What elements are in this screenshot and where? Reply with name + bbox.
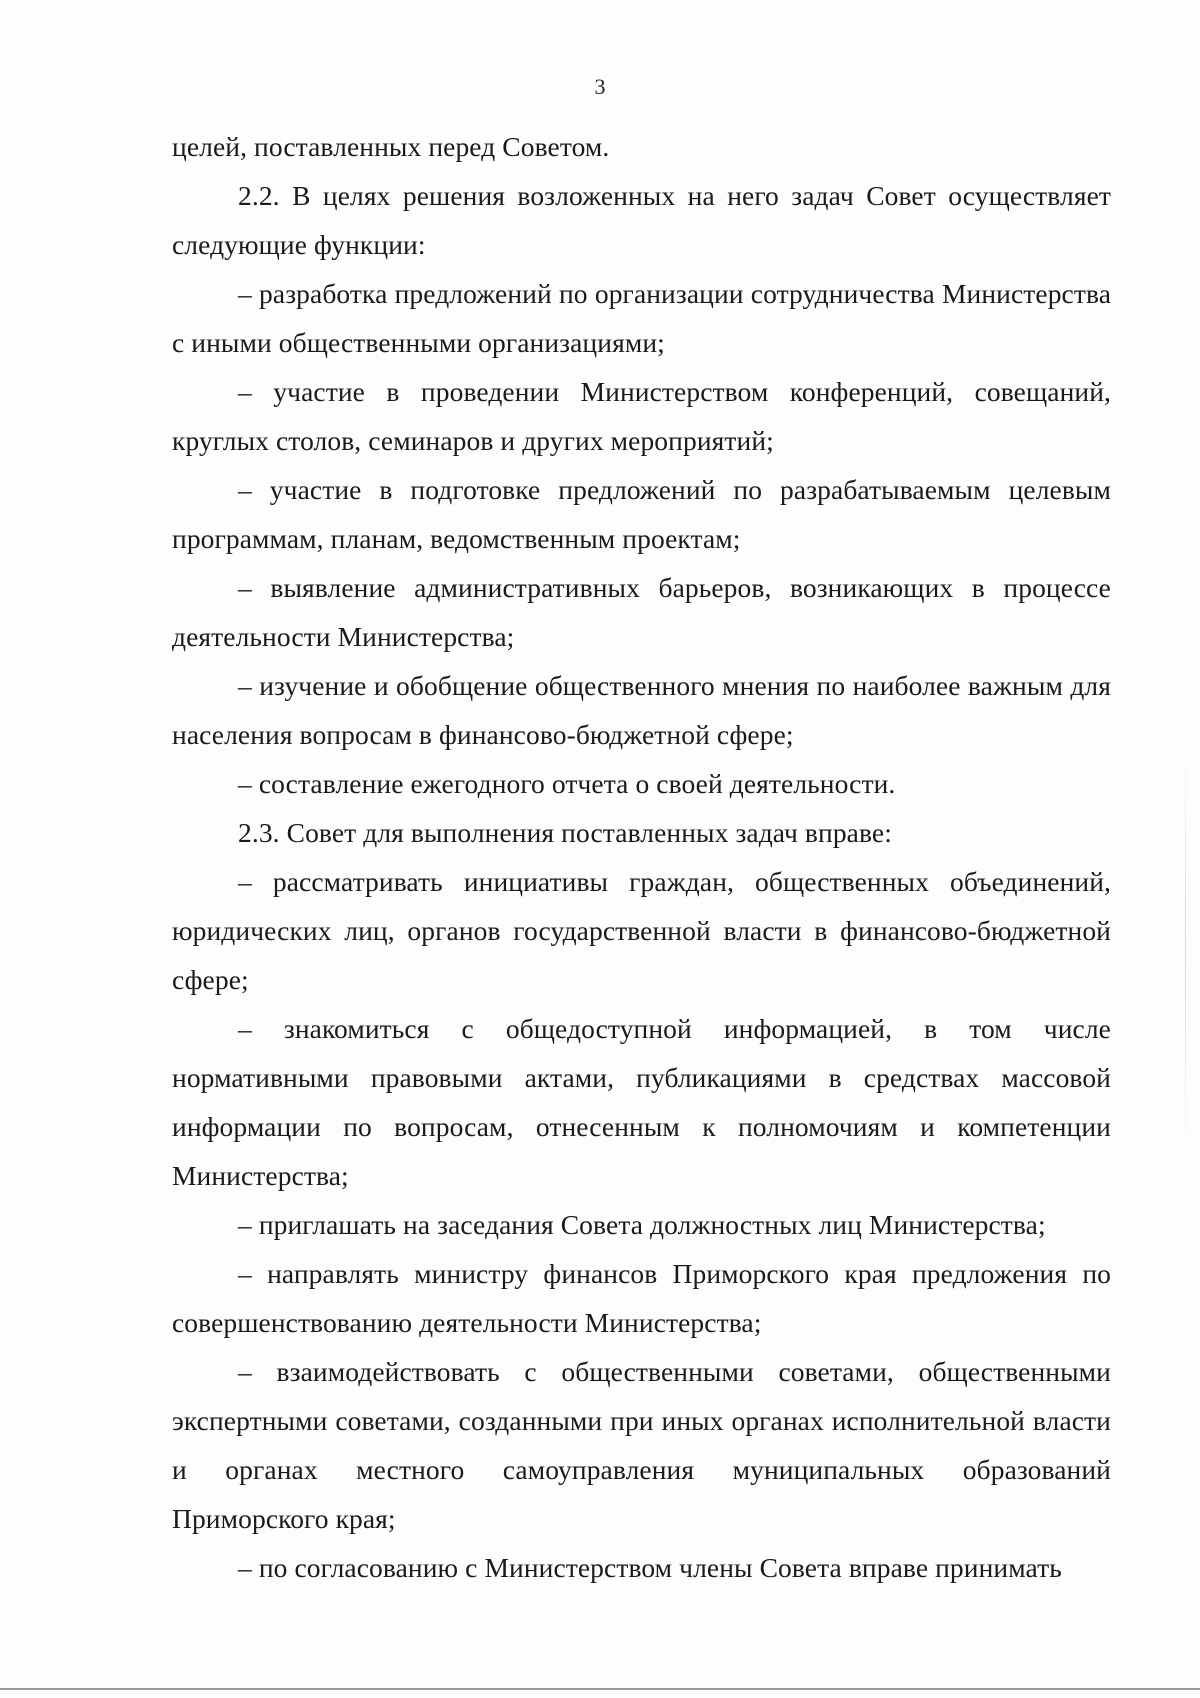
paragraph: – участие в подготовке предложений по разрабатываемым целевым программам, планам, ведомственным проектам;: [172, 474, 1111, 554]
page-number: 3: [594, 74, 606, 99]
paragraph: – рассматривать инициативы граждан, общественных объединений, юридических лиц, органов государственной власти в финансово-бюджетной сфере;: [172, 866, 1111, 995]
paragraph: – взаимодействовать с общественными советами, общественными экспертными советами, созданными при иных органах исполнительной власти и органах местного самоуправления муниципальных образований Приморского края;: [172, 1356, 1111, 1534]
paragraph: целей, поставленных перед Советом.: [172, 131, 610, 162]
paragraph: 2.3. Совет для выполнения поставленных задач вправе:: [238, 817, 892, 848]
paragraph: – направлять министру финансов Приморского края предложения по совершенствованию деятельности Министерства;: [172, 1258, 1111, 1338]
paragraph: – разработка предложений по организации сотрудничества Министерства с иными общественными организациями;: [172, 278, 1111, 358]
paragraph: – по согласованию с Министерством члены Совета вправе принимать: [238, 1552, 1062, 1583]
paragraph: – участие в проведении Министерством конференций, совещаний, круглых столов, семинаров и других мероприятий;: [172, 376, 1111, 456]
paragraph: – приглашать на заседания Совета должностных лиц Министерства;: [238, 1209, 1046, 1240]
scan-edge-shadow: [1185, 740, 1186, 1160]
paragraph: 2.2. В целях решения возложенных на него задач Совет осуществляет следующие функции:: [172, 180, 1111, 260]
document-body: [172, 122, 1111, 1592]
paragraph: – выявление административных барьеров, возникающих в процессе деятельности Министерства;: [172, 572, 1111, 652]
scan-bottom-edge: [0, 1688, 1200, 1690]
paragraph: – изучение и обобщение общественного мнения по наиболее важным для населения вопросам в финансово-бюджетной сфере;: [172, 670, 1111, 750]
paragraph: – составление ежегодного отчета о своей деятельности.: [238, 768, 896, 799]
paragraph: – знакомиться с общедоступной информацией, в том числе нормативными правовыми актами, публикациями в средствах массовой информации по вопросам, отнесенным к полномочиям и компетенции Министерства;: [172, 1013, 1111, 1191]
